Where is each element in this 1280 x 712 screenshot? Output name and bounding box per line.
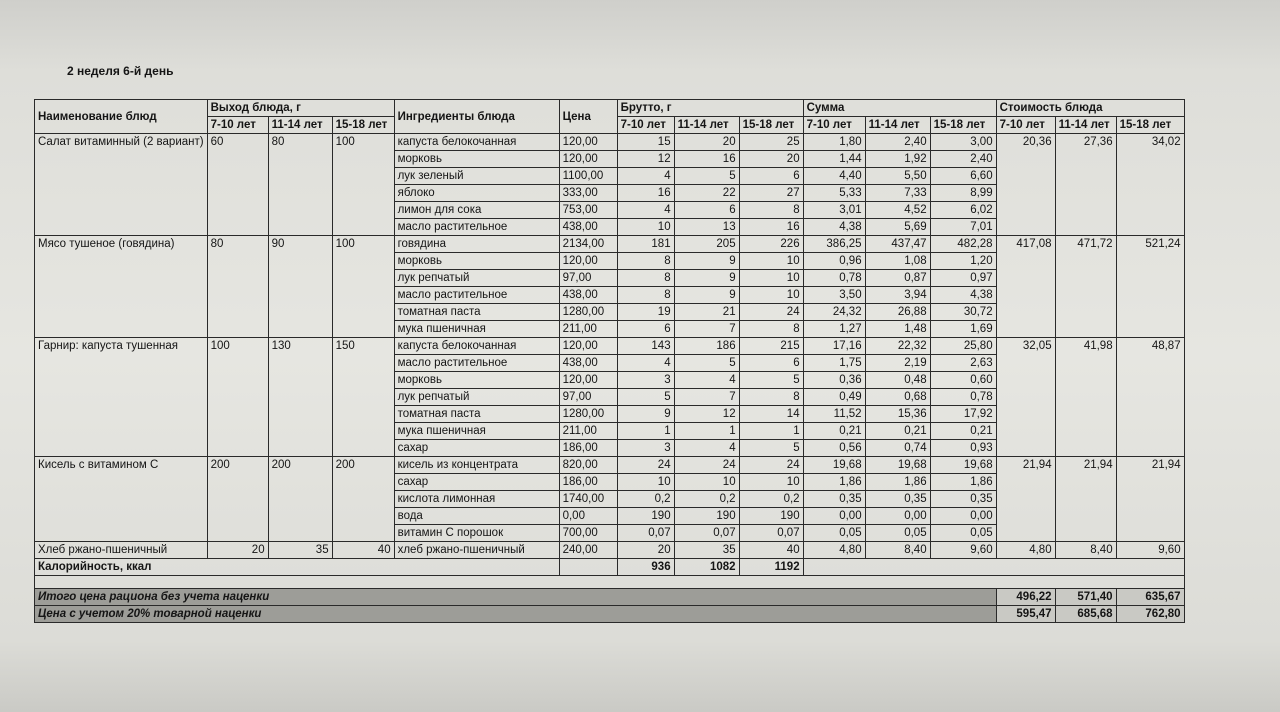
- ingredient-sum: 22,32: [865, 338, 930, 355]
- ingredient-price: 2134,00: [559, 236, 617, 253]
- ingredient-sum: 2,63: [930, 355, 996, 372]
- header-gross: Брутто, г: [617, 100, 803, 117]
- ingredient-price: 120,00: [559, 134, 617, 151]
- gross-weight: 205: [674, 236, 739, 253]
- gross-weight: 4: [674, 372, 739, 389]
- ingredient-price: 211,00: [559, 423, 617, 440]
- ingredient-name: томатная паста: [394, 406, 559, 423]
- ingredient-sum: 0,48: [865, 372, 930, 389]
- ingredient-sum: 19,68: [803, 457, 865, 474]
- header-age: 7-10 лет: [803, 117, 865, 134]
- gross-weight: 7: [674, 389, 739, 406]
- ingredient-sum: 386,25: [803, 236, 865, 253]
- menu-cost-table: [34, 99, 1185, 623]
- ingredient-price: 333,00: [559, 185, 617, 202]
- ingredient-name: лимон для сока: [394, 202, 559, 219]
- ingredient-name: морковь: [394, 372, 559, 389]
- dish-cost: 21,94: [1116, 457, 1184, 542]
- dish-yield: 40: [332, 542, 394, 559]
- ingredient-sum: 3,00: [930, 134, 996, 151]
- gross-weight: 16: [617, 185, 674, 202]
- gross-weight: 10: [739, 270, 803, 287]
- gross-weight: 5: [674, 355, 739, 372]
- ingredient-sum: 1,75: [803, 355, 865, 372]
- header-yield: Выход блюда, г: [207, 100, 394, 117]
- dish-yield: 200: [332, 457, 394, 542]
- gross-weight: 25: [739, 134, 803, 151]
- ingredient-price: 97,00: [559, 389, 617, 406]
- ingredient-price: 820,00: [559, 457, 617, 474]
- dish-cost: 20,36: [996, 134, 1055, 236]
- ingredient-sum: 0,00: [865, 508, 930, 525]
- ingredient-sum: 0,21: [803, 423, 865, 440]
- gross-weight: 16: [739, 219, 803, 236]
- ingredient-sum: 8,99: [930, 185, 996, 202]
- ingredient-sum: 2,40: [865, 134, 930, 151]
- gross-weight: 190: [617, 508, 674, 525]
- ingredient-price: 120,00: [559, 372, 617, 389]
- ingredient-sum: 0,56: [803, 440, 865, 457]
- ingredient-sum: 4,38: [930, 287, 996, 304]
- gross-weight: 24: [617, 457, 674, 474]
- gross-weight: 5: [674, 168, 739, 185]
- ingredient-sum: 30,72: [930, 304, 996, 321]
- gross-weight: 6: [674, 202, 739, 219]
- ingredient-sum: 3,01: [803, 202, 865, 219]
- gross-weight: 190: [674, 508, 739, 525]
- gross-weight: 8: [739, 321, 803, 338]
- gross-weight: 0,07: [739, 525, 803, 542]
- ingredient-name: витамин С порошок: [394, 525, 559, 542]
- ingredient-price: 438,00: [559, 219, 617, 236]
- empty-cell: [559, 559, 617, 576]
- gross-weight: 3: [617, 440, 674, 457]
- calories-value: 1192: [739, 559, 803, 576]
- gross-weight: 10: [617, 219, 674, 236]
- ingredient-price: 186,00: [559, 440, 617, 457]
- header-row: [35, 100, 1185, 117]
- ingredient-name: кислота лимонная: [394, 491, 559, 508]
- dish-yield: 100: [332, 134, 394, 236]
- header-age: 11-14 лет: [1055, 117, 1116, 134]
- ingredient-price: 1280,00: [559, 406, 617, 423]
- total-value: 571,40: [1055, 589, 1116, 606]
- gross-weight: 35: [674, 542, 739, 559]
- ingredient-sum: 1,86: [803, 474, 865, 491]
- gross-weight: 181: [617, 236, 674, 253]
- ingredient-sum: 0,87: [865, 270, 930, 287]
- ingredient-sum: 1,27: [803, 321, 865, 338]
- gross-weight: 14: [739, 406, 803, 423]
- total-value: 635,67: [1116, 589, 1184, 606]
- gross-weight: 40: [739, 542, 803, 559]
- ingredient-sum: 0,35: [803, 491, 865, 508]
- ingredient-price: 1280,00: [559, 304, 617, 321]
- dish-cost: 27,36: [1055, 134, 1116, 236]
- ingredient-sum: 5,33: [803, 185, 865, 202]
- ingredient-sum: 1,44: [803, 151, 865, 168]
- ingredient-sum: 0,97: [930, 270, 996, 287]
- ingredient-sum: 4,40: [803, 168, 865, 185]
- ingredient-sum: 1,48: [865, 321, 930, 338]
- ingredient-name: масло растительное: [394, 219, 559, 236]
- ingredient-sum: 0,35: [865, 491, 930, 508]
- ingredient-name: мука пшеничная: [394, 423, 559, 440]
- gross-weight: 4: [617, 202, 674, 219]
- ingredient-name: яблоко: [394, 185, 559, 202]
- header-dish: Наименование блюд: [35, 100, 208, 134]
- ingredient-sum: 0,21: [930, 423, 996, 440]
- dish-cost: 21,94: [1055, 457, 1116, 542]
- gross-weight: 4: [617, 355, 674, 372]
- ingredient-row: [35, 338, 1185, 355]
- dish-cost: 32,05: [996, 338, 1055, 457]
- gross-weight: 186: [674, 338, 739, 355]
- header-age: 15-18 лет: [739, 117, 803, 134]
- ingredient-name: масло растительное: [394, 287, 559, 304]
- ingredient-row: [35, 236, 1185, 253]
- ingredient-row: [35, 134, 1185, 151]
- dish-yield: 80: [268, 134, 332, 236]
- ingredient-price: 1100,00: [559, 168, 617, 185]
- gross-weight: 3: [617, 372, 674, 389]
- dish-name: Салат витаминный (2 вариант): [35, 134, 208, 236]
- dish-cost: 417,08: [996, 236, 1055, 338]
- gross-weight: 8: [617, 253, 674, 270]
- ingredient-name: мука пшеничная: [394, 321, 559, 338]
- total-with-markup-row: [35, 606, 1185, 623]
- ingredient-price: 0,00: [559, 508, 617, 525]
- ingredient-sum: 0,49: [803, 389, 865, 406]
- ingredient-sum: 4,80: [803, 542, 865, 559]
- ingredient-sum: 0,78: [930, 389, 996, 406]
- calories-value: 936: [617, 559, 674, 576]
- dish-cost: 4,80: [996, 542, 1055, 559]
- dish-name: Хлеб ржано-пшеничный: [35, 542, 208, 559]
- ingredient-sum: 4,38: [803, 219, 865, 236]
- gross-weight: 5: [739, 372, 803, 389]
- gross-weight: 8: [617, 287, 674, 304]
- dish-cost: 34,02: [1116, 134, 1184, 236]
- gross-weight: 5: [739, 440, 803, 457]
- ingredient-sum: 6,60: [930, 168, 996, 185]
- ingredient-name: лук зеленый: [394, 168, 559, 185]
- dish-name: Мясо тушеное (говядина): [35, 236, 208, 338]
- ingredient-sum: 8,40: [865, 542, 930, 559]
- dish-yield: 200: [207, 457, 268, 542]
- ingredient-sum: 1,20: [930, 253, 996, 270]
- gross-weight: 20: [617, 542, 674, 559]
- ingredient-sum: 0,00: [930, 508, 996, 525]
- gross-weight: 16: [674, 151, 739, 168]
- gross-weight: 0,2: [617, 491, 674, 508]
- dish-yield: 200: [268, 457, 332, 542]
- ingredient-sum: 2,40: [930, 151, 996, 168]
- dish-cost: 9,60: [1116, 542, 1184, 559]
- ingredient-sum: 0,05: [865, 525, 930, 542]
- header-cost: Стоимость блюда: [996, 100, 1184, 117]
- dish-yield: 150: [332, 338, 394, 457]
- ingredient-price: 120,00: [559, 253, 617, 270]
- ingredient-sum: 9,60: [930, 542, 996, 559]
- ingredient-row: [35, 542, 1185, 559]
- ingredient-sum: 7,33: [865, 185, 930, 202]
- ingredient-sum: 19,68: [865, 457, 930, 474]
- ingredient-name: морковь: [394, 151, 559, 168]
- ingredient-price: 120,00: [559, 151, 617, 168]
- ingredient-name: хлеб ржано-пшеничный: [394, 542, 559, 559]
- dish-yield: 130: [268, 338, 332, 457]
- dish-name: Гарнир: капуста тушенная: [35, 338, 208, 457]
- dish-yield: 90: [268, 236, 332, 338]
- gross-weight: 0,2: [674, 491, 739, 508]
- gross-weight: 9: [674, 287, 739, 304]
- ingredient-price: 438,00: [559, 287, 617, 304]
- ingredient-price: 97,00: [559, 270, 617, 287]
- ingredient-price: 753,00: [559, 202, 617, 219]
- gross-weight: 226: [739, 236, 803, 253]
- empty-cell: [35, 576, 1185, 589]
- gross-weight: 0,07: [617, 525, 674, 542]
- dish-cost: 21,94: [996, 457, 1055, 542]
- gross-weight: 0,07: [674, 525, 739, 542]
- gross-weight: 22: [674, 185, 739, 202]
- ingredient-sum: 1,69: [930, 321, 996, 338]
- ingredient-sum: 3,50: [803, 287, 865, 304]
- header-age: 11-14 лет: [268, 117, 332, 134]
- ingredient-sum: 26,88: [865, 304, 930, 321]
- ingredient-sum: 17,92: [930, 406, 996, 423]
- dish-yield: 35: [268, 542, 332, 559]
- ingredient-name: кисель из концентрата: [394, 457, 559, 474]
- total-value: 496,22: [996, 589, 1055, 606]
- ingredient-name: лук репчатый: [394, 389, 559, 406]
- ingredient-sum: 1,80: [803, 134, 865, 151]
- total-markup-value: 762,80: [1116, 606, 1184, 623]
- gross-weight: 9: [674, 270, 739, 287]
- ingredient-price: 186,00: [559, 474, 617, 491]
- gross-weight: 1: [739, 423, 803, 440]
- total-markup-value: 685,68: [1055, 606, 1116, 623]
- ingredient-sum: 437,47: [865, 236, 930, 253]
- gross-weight: 19: [617, 304, 674, 321]
- dish-cost: 8,40: [1055, 542, 1116, 559]
- gross-weight: 8: [739, 202, 803, 219]
- total-with-markup-label: Цена с учетом 20% товарной наценки: [35, 606, 997, 623]
- header-age: 15-18 лет: [930, 117, 996, 134]
- empty-cell: [803, 559, 1184, 576]
- ingredient-sum: 0,68: [865, 389, 930, 406]
- ingredient-name: капуста белокочанная: [394, 338, 559, 355]
- ingredient-name: лук репчатый: [394, 270, 559, 287]
- dish-yield: 20: [207, 542, 268, 559]
- calories-row: [35, 559, 1185, 576]
- header-age: 15-18 лет: [332, 117, 394, 134]
- gross-weight: 10: [617, 474, 674, 491]
- ingredient-sum: 0,96: [803, 253, 865, 270]
- ingredient-name: говядина: [394, 236, 559, 253]
- header-ingredients: Ингредиенты блюда: [394, 100, 559, 134]
- ingredient-sum: 0,05: [930, 525, 996, 542]
- gross-weight: 21: [674, 304, 739, 321]
- header-age: 7-10 лет: [207, 117, 268, 134]
- ingredient-price: 1740,00: [559, 491, 617, 508]
- ingredient-sum: 4,52: [865, 202, 930, 219]
- ingredient-sum: 24,32: [803, 304, 865, 321]
- ingredient-name: сахар: [394, 474, 559, 491]
- total-without-markup-label: Итого цена рациона без учета наценки: [35, 589, 997, 606]
- ingredient-name: морковь: [394, 253, 559, 270]
- ingredient-sum: 15,36: [865, 406, 930, 423]
- ingredient-sum: 19,68: [930, 457, 996, 474]
- gross-weight: 4: [674, 440, 739, 457]
- ingredient-sum: 5,50: [865, 168, 930, 185]
- gross-weight: 190: [739, 508, 803, 525]
- ingredient-name: масло растительное: [394, 355, 559, 372]
- gross-weight: 10: [739, 474, 803, 491]
- total-markup-value: 595,47: [996, 606, 1055, 623]
- ingredient-sum: 25,80: [930, 338, 996, 355]
- gross-weight: 10: [739, 287, 803, 304]
- ingredient-price: 240,00: [559, 542, 617, 559]
- gross-weight: 20: [674, 134, 739, 151]
- ingredient-name: сахар: [394, 440, 559, 457]
- gross-weight: 24: [739, 457, 803, 474]
- ingredient-sum: 2,19: [865, 355, 930, 372]
- ingredient-sum: 0,21: [865, 423, 930, 440]
- ingredient-sum: 1,86: [930, 474, 996, 491]
- gross-weight: 6: [617, 321, 674, 338]
- calories-value: 1082: [674, 559, 739, 576]
- ingredient-sum: 0,05: [803, 525, 865, 542]
- gross-weight: 0,2: [739, 491, 803, 508]
- gross-weight: 8: [739, 389, 803, 406]
- ingredient-sum: 11,52: [803, 406, 865, 423]
- calories-label: Калорийность, ккал: [35, 559, 560, 576]
- dish-cost: 521,24: [1116, 236, 1184, 338]
- ingredient-sum: 0,35: [930, 491, 996, 508]
- ingredient-name: вода: [394, 508, 559, 525]
- gross-weight: 6: [739, 168, 803, 185]
- ingredient-price: 438,00: [559, 355, 617, 372]
- ingredient-price: 211,00: [559, 321, 617, 338]
- gross-weight: 15: [617, 134, 674, 151]
- gross-weight: 4: [617, 168, 674, 185]
- ingredient-sum: 1,92: [865, 151, 930, 168]
- total-without-markup-row: [35, 589, 1185, 606]
- ingredient-sum: 1,86: [865, 474, 930, 491]
- ingredient-sum: 0,60: [930, 372, 996, 389]
- gross-weight: 13: [674, 219, 739, 236]
- ingredient-row: [35, 457, 1185, 474]
- gross-weight: 24: [739, 304, 803, 321]
- ingredient-sum: 482,28: [930, 236, 996, 253]
- gross-weight: 1: [617, 423, 674, 440]
- ingredient-sum: 0,36: [803, 372, 865, 389]
- spacer-row: [35, 576, 1185, 589]
- header-age: 11-14 лет: [865, 117, 930, 134]
- gross-weight: 215: [739, 338, 803, 355]
- gross-weight: 6: [739, 355, 803, 372]
- ingredient-sum: 1,08: [865, 253, 930, 270]
- ingredient-name: томатная паста: [394, 304, 559, 321]
- ingredient-sum: 5,69: [865, 219, 930, 236]
- page-title: 2 неделя 6-й день: [67, 64, 174, 78]
- header-price: Цена: [559, 100, 617, 134]
- header-sum: Сумма: [803, 100, 996, 117]
- gross-weight: 7: [674, 321, 739, 338]
- gross-weight: 1: [674, 423, 739, 440]
- dish-yield: 100: [332, 236, 394, 338]
- header-age: 15-18 лет: [1116, 117, 1184, 134]
- ingredient-sum: 3,94: [865, 287, 930, 304]
- gross-weight: 8: [617, 270, 674, 287]
- gross-weight: 24: [674, 457, 739, 474]
- dish-cost: 48,87: [1116, 338, 1184, 457]
- dish-cost: 471,72: [1055, 236, 1116, 338]
- gross-weight: 20: [739, 151, 803, 168]
- dish-yield: 60: [207, 134, 268, 236]
- gross-weight: 9: [674, 253, 739, 270]
- header-age: 11-14 лет: [674, 117, 739, 134]
- header-age: 7-10 лет: [996, 117, 1055, 134]
- ingredient-sum: 0,93: [930, 440, 996, 457]
- gross-weight: 10: [739, 253, 803, 270]
- dish-name: Кисель с витамином С: [35, 457, 208, 542]
- ingredient-price: 120,00: [559, 338, 617, 355]
- gross-weight: 12: [674, 406, 739, 423]
- gross-weight: 9: [617, 406, 674, 423]
- gross-weight: 10: [674, 474, 739, 491]
- ingredient-name: капуста белокочанная: [394, 134, 559, 151]
- ingredient-sum: 0,78: [803, 270, 865, 287]
- gross-weight: 143: [617, 338, 674, 355]
- gross-weight: 5: [617, 389, 674, 406]
- ingredient-sum: 0,74: [865, 440, 930, 457]
- header-age: 7-10 лет: [617, 117, 674, 134]
- dish-yield: 100: [207, 338, 268, 457]
- ingredient-price: 700,00: [559, 525, 617, 542]
- ingredient-sum: 0,00: [803, 508, 865, 525]
- ingredient-sum: 7,01: [930, 219, 996, 236]
- dish-yield: 80: [207, 236, 268, 338]
- gross-weight: 27: [739, 185, 803, 202]
- dish-cost: 41,98: [1055, 338, 1116, 457]
- ingredient-sum: 6,02: [930, 202, 996, 219]
- ingredient-sum: 17,16: [803, 338, 865, 355]
- gross-weight: 12: [617, 151, 674, 168]
